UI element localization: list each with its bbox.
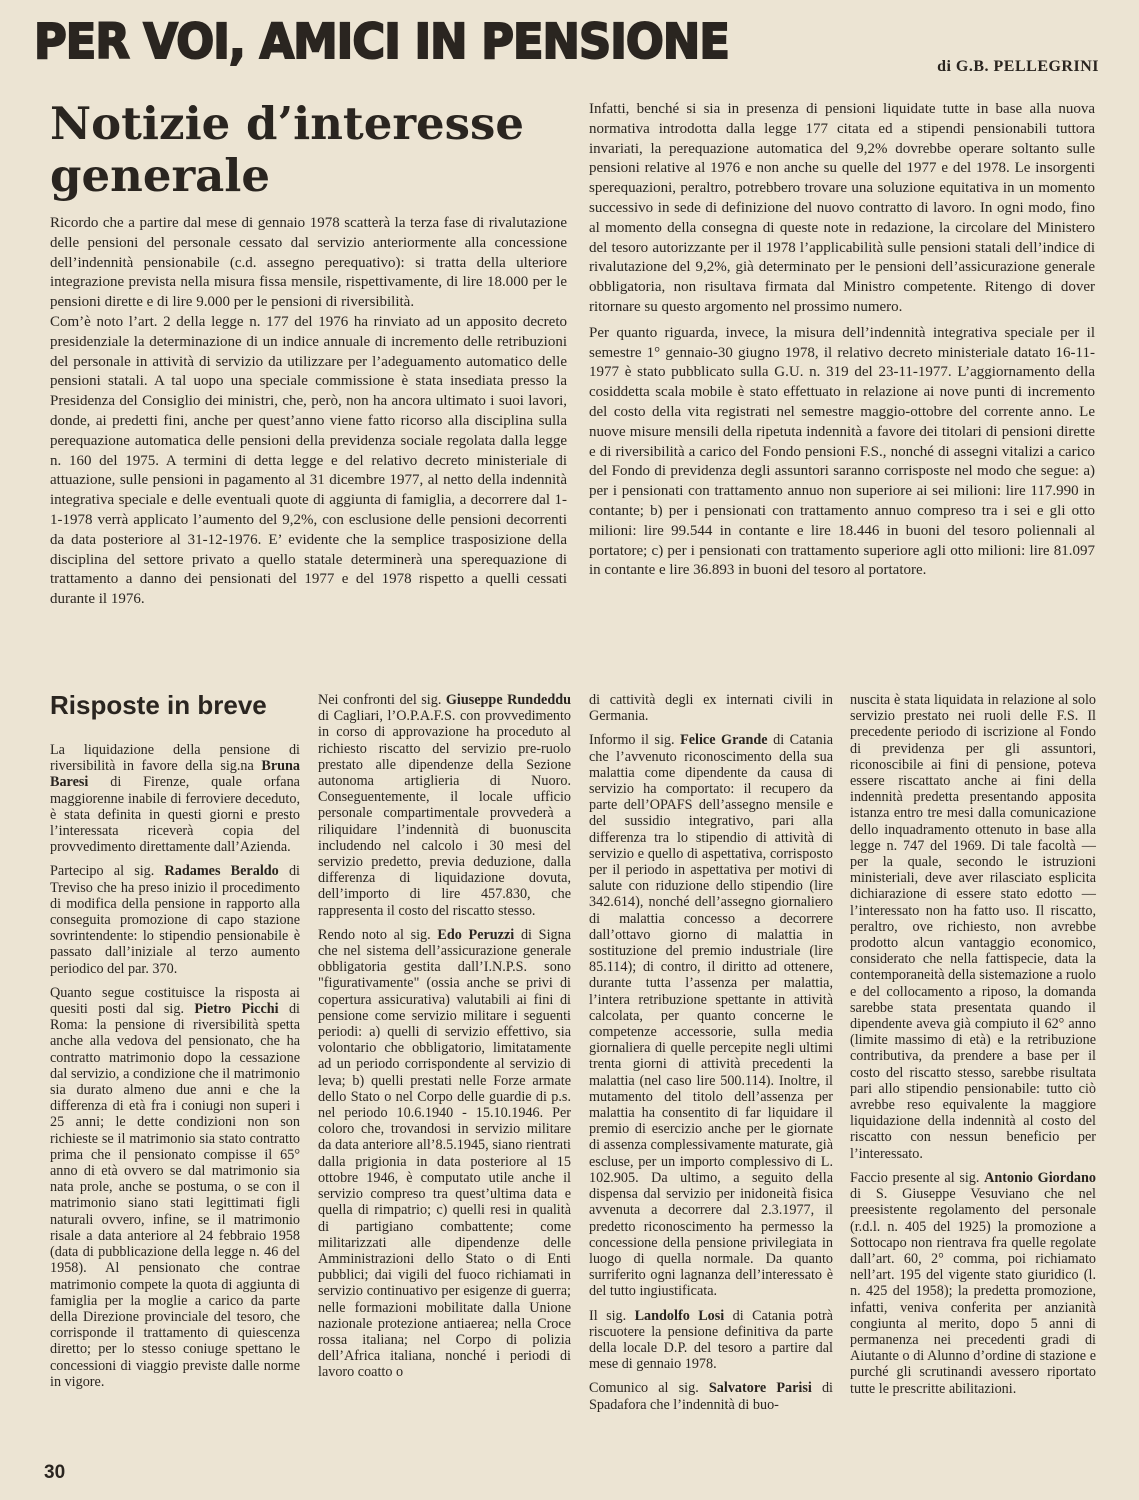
person-name: Salvatore Parisi [708, 1380, 812, 1397]
answer-item: Informo il sig. Felice Grande di Catania che l’avvenuto riconoscimento della sua malattia come dipendente da causa di servizio ha comportato: il recupero da parte dell’OPAFS dell’assegno mensile e del sussidio integrativo, pari alla differenza tra lo stipendio di attività di servizio e quello di aspettativa, corrisposto per il periodo in aspettativa per motivi di salute con riduzione dello stipendio (lire 342.614), nonché dell’assegno giornaliero di malattia concesso a decorrere dall’ottavo giorno di malattia in sostituzione del premio industriale (lire 85.114); di contro, il diritto ad ottenere, durante tutta l’assenza per malattia, l’intera retribuzione spettante in attività calcolata, per quanto concerne le competenze accessorie, sulla media giornaliera di quelle percepite negli ultimi trenta giorni di attività precedenti la malattia (nel caso lire 500.114). Inoltre, il mutamento del titolo dell’assenza per malattia ha consentito di far liquidare il premio di esercizio anche per le giornate di assenza complessivamente maturate, già escluse, per un importo complessivo di L. 102.905. Da ultimo, a seguito della dispensa dal servizio per inidoneità fisica avvenuta a decorrere dal 2.3.1977, il predetto riconoscimento ha permesso la concessione della pensione privilegiata in luogo di quella normale. Da quanto surriferito ogni lagnanza dell’interessato è del tutto ingiustificata. [589, 732, 833, 1300]
person-name: Radames Beraldo [164, 863, 279, 880]
person-name: Giuseppe Rundeddu [445, 692, 571, 708]
paragraph: Infatti, benché si sia in presenza di pensioni liquidate tutte in base alla nuova normativa introdotta dalla legge 177 citata ed a stipendi pensionabili tuttora invariati, la perequazione automatica del 9,2% dovrebbe operare soltanto sulle pensioni relative al 1976 e non anche su quelle del 1977 e del 1978. Le insorgenti sperequazioni, peraltro, potrebbero trovare una soluzione equitativa in un momento successivo in sede di definizione del nuovo contratto di lavoro. In ogni modo, fino al momento della consegna di queste note in redazione, la circolare del Ministero del tesoro autorizzante per il 1978 l’applicabilità sulle pensioni statali dell’indice di rivalutazione del 9,2%, già determinato per le pensioni dell’assicurazione generale obbligatoria, non risultava firmata dal Ministro competente. Ritengo di dover ritornare su questo argomento nel prossimo numero. [589, 101, 1095, 315]
person-name: Pietro Picchi [194, 1001, 279, 1018]
answer-item: di cattività degli ex internati civili in Germania. [589, 692, 833, 725]
paragraph: Per quanto riguarda, invece, la misura dell’indennità integrativa speciale per il semestre 1° gennaio-30 giugno 1978, il relativo decreto ministeriale datato 16-11-1977 è stato pubblicato sulla G.U. n. 319 del 23-11-1977. L’aggiornamento della cosiddetta scala mobile è stato effettuato in relazione ai nove punti di incremento del costo della vita registrati nel semestre maggio-ottobre del corrente anno. Le nuove misure mensili della ripetuta indennità a favore dei titolari di pensioni dirette e di riversibilità a carico del Fondo pensioni F.S., nonché di assegni vitalizi a carico del Fondo di previdenza degli assuntori saranno corrisposte nel modo che segue: a) per i pensionati con trattamento annuo non superiore ai sei milioni: lire 117.990 in contante; b) per i pensionati con trattamento annuo compreso tra i sei e gli otto milioni: lire 99.544 in contante e lire 18.446 in buoni del tesoro poliennali al portatore; c) per i pensionati con trattamento superiore agli otto milioni: lire 81.097 in contante e lire 36.893 in buoni del tesoro al portatore. [589, 324, 1095, 579]
answers-column-3 [589, 692, 833, 1421]
column-banner: PER VOI, AMICI IN PENSIONE [34, 14, 729, 70]
answers-column-4 [850, 692, 1096, 1405]
answer-item: Partecipo al sig. Radames Beraldo di Treviso che ha preso inizio il procedimento di modifica della pensione in rapporto alla conseguita promozione di capo stazione sovrintendente: lo stipendio pensionabile è passato dall’iniziale al terzo aumento periodico del par. 370. [50, 863, 300, 977]
article-column-right [589, 100, 1095, 581]
answer-item: Comunico al sig. Salvatore Parisi di Spadafora che l’indennità di buo- [589, 1380, 833, 1413]
article-column-left [50, 214, 567, 610]
answer-item: Nei confronti del sig. Giuseppe Rundeddu di Cagliari, l’O.P.A.F.S. con provvedimento in corso di approvazione ha proceduto al richiesto riscatto del servizio pre-ruolo prestato alle dipendenze della Sezione autonoma artiglieria di Nuoro. Conseguentemente, il locale ufficio personale compartimentale provvederà a riliquidare l’indennità di buonuscita includendo nel calcolo i 30 mesi del servizio predetto, previa deduzione, dalla differenza di liquidazione dovuta, dell’importo di lire 457.830, che rappresenta il costo del riscatto stesso. [318, 692, 571, 919]
person-name: Felice Grande [680, 732, 768, 749]
byline: di G.B. PELLEGRINI [937, 58, 1099, 75]
paragraph: Ricordo che a partire dal mese di gennaio 1978 scatterà la terza fase di rivalutazione delle pensioni del personale cessato dal servizio anteriormente alla concessione dell’indennità pensionabile (c.d. assegno perequativo): si tratta della ulteriore integrazione prevista nella misura fissa mensile, rispettivamente, di lire 18.000 per le pensioni dirette e di lire 9.000 per le pensioni di riversibilità. [50, 215, 567, 311]
person-name: Landolfo Losi [634, 1307, 725, 1324]
answers-column-2 [318, 692, 571, 1389]
answer-item: Rendo noto al sig. Edo Peruzzi di Signa che nel sistema dell’assicurazione generale obbligatoria gestita dall’I.N.P.S. sono "figurativamente" (ossia anche se privi di copertura assicurativa) valutabili ai fini di pensione come servizio militare i seguenti periodi: a) quelli di servizio effettivo, sia volontario che obbligatorio, limitatamente ad un periodo corrispondente al servizio di leva; b) quelli prestati nelle Forze armate dello Stato o nel Corpo delle guardie di p.s. nel periodo 10.6.1940 - 15.10.1946. Per coloro che, trovandosi in servizio militare da data anteriore all’8.5.1945, siano rientrati dalla prigionia in data posteriore al 15 ottobre 1946, è computato utile anche il servizio compreso tra quest’ultima data e quella di rimpatrio; c) quelli resi in qualità di partigiano combattente; come militarizzati alle dipendenze delle Amministrazioni dello Stato o di Enti pubblici; dai vigili del fuoco richiamati in servizio continuativo per esigenze di guerra; nelle formazioni mobilitate dalla Unione nazionale protezione antiaerea; nella Croce rossa italiana; nel Corpo di polizia dell’Africa italiana, nonché i periodi di lavoro coatto o [318, 926, 571, 1381]
paragraph: Com’è noto l’art. 2 della legge n. 177 del 1976 ha rinviato ad un apposito decreto presidenziale la determinazione di un indice annuale di incremento delle retribuzioni del personale in attività di servizio da utilizzare per l’adeguamento automatico delle pensioni statali. A tal uopo una speciale commissione è stata insediata presso la Presidenza del Consiglio dei ministri, che, però, non ha ancora ultimato i suoi lavori, donde, ai predetti fini, anche per quest’anno viene fatto ricorso alla disciplina sulla perequazione automatica delle pensioni della previdenza sociale regolata dalla legge n. 160 del 1975. A termini di detta legge e del relativo decreto ministeriale di attuazione, sulle pensioni in pagamento al 31 dicembre 1977, al netto della indennità integrativa speciale e delle eventuali quote di aggiunta di famiglia, a decorrere dal 1-1-1978 verrà applicato l’aumento del 9,2%, con esclusione delle pensioni decorrenti da data posteriore al 31-12-1976. E’ evidente che la semplice trasposizione della disciplina del settore privato a quello statale determinerà una sperequazione di trattamento a danno dei pensionati del 1977 e del 1978 rispetto a quelli cessati durante il 1976. [50, 313, 567, 608]
section-title: Risposte in breve [50, 690, 267, 720]
person-name: Antonio Giordano [984, 1169, 1096, 1186]
answer-item: nuscita è stata liquidata in relazione al solo servizio prestato nei ruoli delle F.S. Il precedente periodo di iscrizione al Fondo di previdenza per gli assuntori, riconoscibile ai fini di pensione, poteva essere riscattato anche ai fini della indennità predetta presentando apposita istanza entro tre mesi dalla comunicazione dello inquadramento ottenuto in base alla legge n. 747 del 1969. Di tale facoltà — per la quale, secondo le istruzioni ministeriali, deve aver rilasciato esplicita dichiarazione di essere stato edotto — l’interessato non ha fatto uso. Il riscatto, peraltro, ove richiesto, non avrebbe prodotto alcun vantaggio economico, considerato che nella fattispecie, data la contemporaneità della sistemazione a ruolo e del collocamento a riposo, la domanda sarebbe stata presentata quando il dipendente aveva già compiuto il 62° anno (limite massimo di età) e la retribuzione contributiva, da prendere a base per il costo del riscatto stesso, sarebbe risultata pari allo stipendio pensionabile: tutto ciò avrebbe reso equivalente la maggiore liquidazione della indennità al costo del riscatto con nessun beneficio per l’interessato. [850, 692, 1096, 1162]
answers-column-1 [50, 742, 300, 1398]
answer-item: Il sig. Landolfo Losi di Catania potrà riscuotere la pensione definitiva da parte della locale D.P. del tesoro a partire dal mese di gennaio 1978. [589, 1307, 833, 1373]
page-number: 30 [44, 1462, 66, 1483]
person-name: Edo Peruzzi [437, 926, 515, 943]
answer-item: Quanto segue costituisce la risposta ai quesiti posti dal sig. Pietro Picchi di Roma: la pensione di riversibilità spetta anche alla vedova del pensionato, che ha contratto matrimonio dopo la cessazione dal servizio, a condizione che il matrimonio sia durato almeno due anni e che la differenza di età fra i coniugi non superi i 25 anni; le dette condizioni non son richieste se il matrimonio sia stato contratto prima che il pensionato compisse il 65° anno di età ovvero se dal matrimonio sia nata prole, anche se postuma, o se con il matrimonio siano stati legittimati figli naturali ovvero, infine, se il matrimonio risale a data anteriore al 24 febbraio 1958 (data di pubblicazione della legge n. 46 del 1958). Al pensionato che contrae matrimonio compete la quota di aggiunta di famiglia per la moglie a carico da parte della Direzione provinciale del tesoro, che corrisponde il trattamento di quiescenza diretto; per lo stesso coniuge spettano le concessioni di viaggio previste dalle norme in vigore. [50, 984, 300, 1390]
person-name: Bruna Baresi [50, 758, 300, 791]
answer-item: La liquidazione della pensione di riversibilità in favore della sig.na Bruna Baresi di Firenze, quale orfana maggiorenne inabile di ferroviere deceduto, è stata definita in questi giorni e presto l’interessata riceverà copia del provvedimento direttamente dall’Azienda. [50, 742, 300, 856]
answer-item: Faccio presente al sig. Antonio Giordano di S. Giuseppe Vesuviano che nel preesistente regolamento del personale (r.d.l. n. 405 del 1925) la promozione a Sottocapo non rientrava fra quelle regolate dall’art. 60, 2° comma, poi richiamato nell’art. 195 del vigente stato giuridico (l. n. 425 del 1958); la predetta promozione, infatti, veniva conferita per anzianità congiunta al merito, dopo 5 anni di permanenza nei precedenti gradi di Aiutante o di Alunno d’ordine di stazione e purché gli scrutinandi avessero riportato tutte le prescritte abilitazioni. [850, 1169, 1096, 1397]
article-title: Notizie d’interesse generale [50, 97, 524, 202]
